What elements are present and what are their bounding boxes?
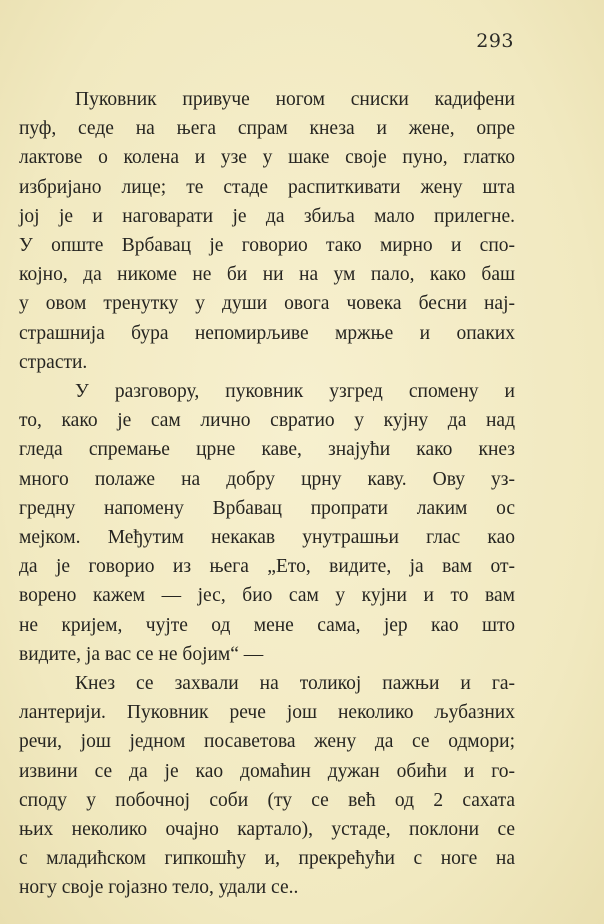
text-line: споду у побочној соби (ту се већ од 2 сахата bbox=[19, 789, 515, 811]
text-line: У разговору, пуковник узгред спомену и bbox=[75, 381, 515, 403]
paragraph-3 bbox=[19, 669, 515, 903]
text-line: лактове о колена и узе у шаке своје пуно, глатко bbox=[19, 147, 515, 169]
text-line: ногу своје гојазно тело, удали се.. bbox=[19, 877, 299, 899]
text-line: извини се да је као домаћин дужан обићи и го- bbox=[19, 760, 515, 782]
text-line: избријано лице; те стаде распиткивати жену шта bbox=[19, 176, 515, 198]
text-line: пуф, седе на њега спрам кнеза и жене, опре bbox=[19, 118, 515, 140]
text-line: не кријем, чујте од мене сама, јер као што bbox=[19, 614, 515, 636]
text-line: да је говорио из њега „Ето, видите, ја вам от- bbox=[19, 556, 515, 578]
body-text bbox=[19, 85, 515, 903]
text-line: видите, ја вас се не бојим“ — bbox=[19, 643, 264, 665]
text-line: много полаже на добру црну каву. Ову уз- bbox=[19, 468, 515, 490]
text-line: јој је и наговарати је да збиља мало прилегне. bbox=[19, 205, 515, 227]
text-line: с младићском гипкошћу и, прекрећући с ноге на bbox=[19, 848, 515, 870]
text-line: којно, да никоме не би ни на ум пало, како баш bbox=[19, 264, 515, 286]
text-line: ворено кажем — јес, био сам у кујни и то вам bbox=[19, 585, 515, 607]
text-line: У опште Врбавац је говорио тако мирно и спо- bbox=[19, 235, 515, 257]
text-line: њих неколико очајно картало), устаде, поклони се bbox=[19, 819, 515, 841]
paragraph-1 bbox=[19, 85, 515, 377]
text-line: страшнија бура непомирљиве мржње и опаких bbox=[19, 322, 515, 344]
paragraph-2 bbox=[19, 377, 515, 669]
text-line: Кнез се захвали на толикој пажњи и га- bbox=[75, 673, 515, 695]
page-number: 293 bbox=[476, 30, 514, 52]
text-line: мејком. Међутим некакав унутрашњи глас као bbox=[19, 527, 515, 549]
text-line: у овом тренутку у души овога човека бесни нај- bbox=[19, 293, 515, 315]
text-line: страсти. bbox=[19, 351, 88, 373]
text-line: гредну напомену Врбавац пропрати лаким ос bbox=[19, 497, 515, 519]
text-line: лантерији. Пуковник рече још неколико љубазних bbox=[19, 702, 515, 724]
text-line: речи, још једном посаветова жену да се одмори; bbox=[19, 731, 515, 753]
text-line: гледа спремање црне каве, знајући како кнез bbox=[19, 439, 515, 461]
text-line: Пуковник привуче ногом сниски кадифени bbox=[75, 89, 515, 110]
text-line: то, како је сам лично свратио у кујну да над bbox=[19, 410, 515, 432]
